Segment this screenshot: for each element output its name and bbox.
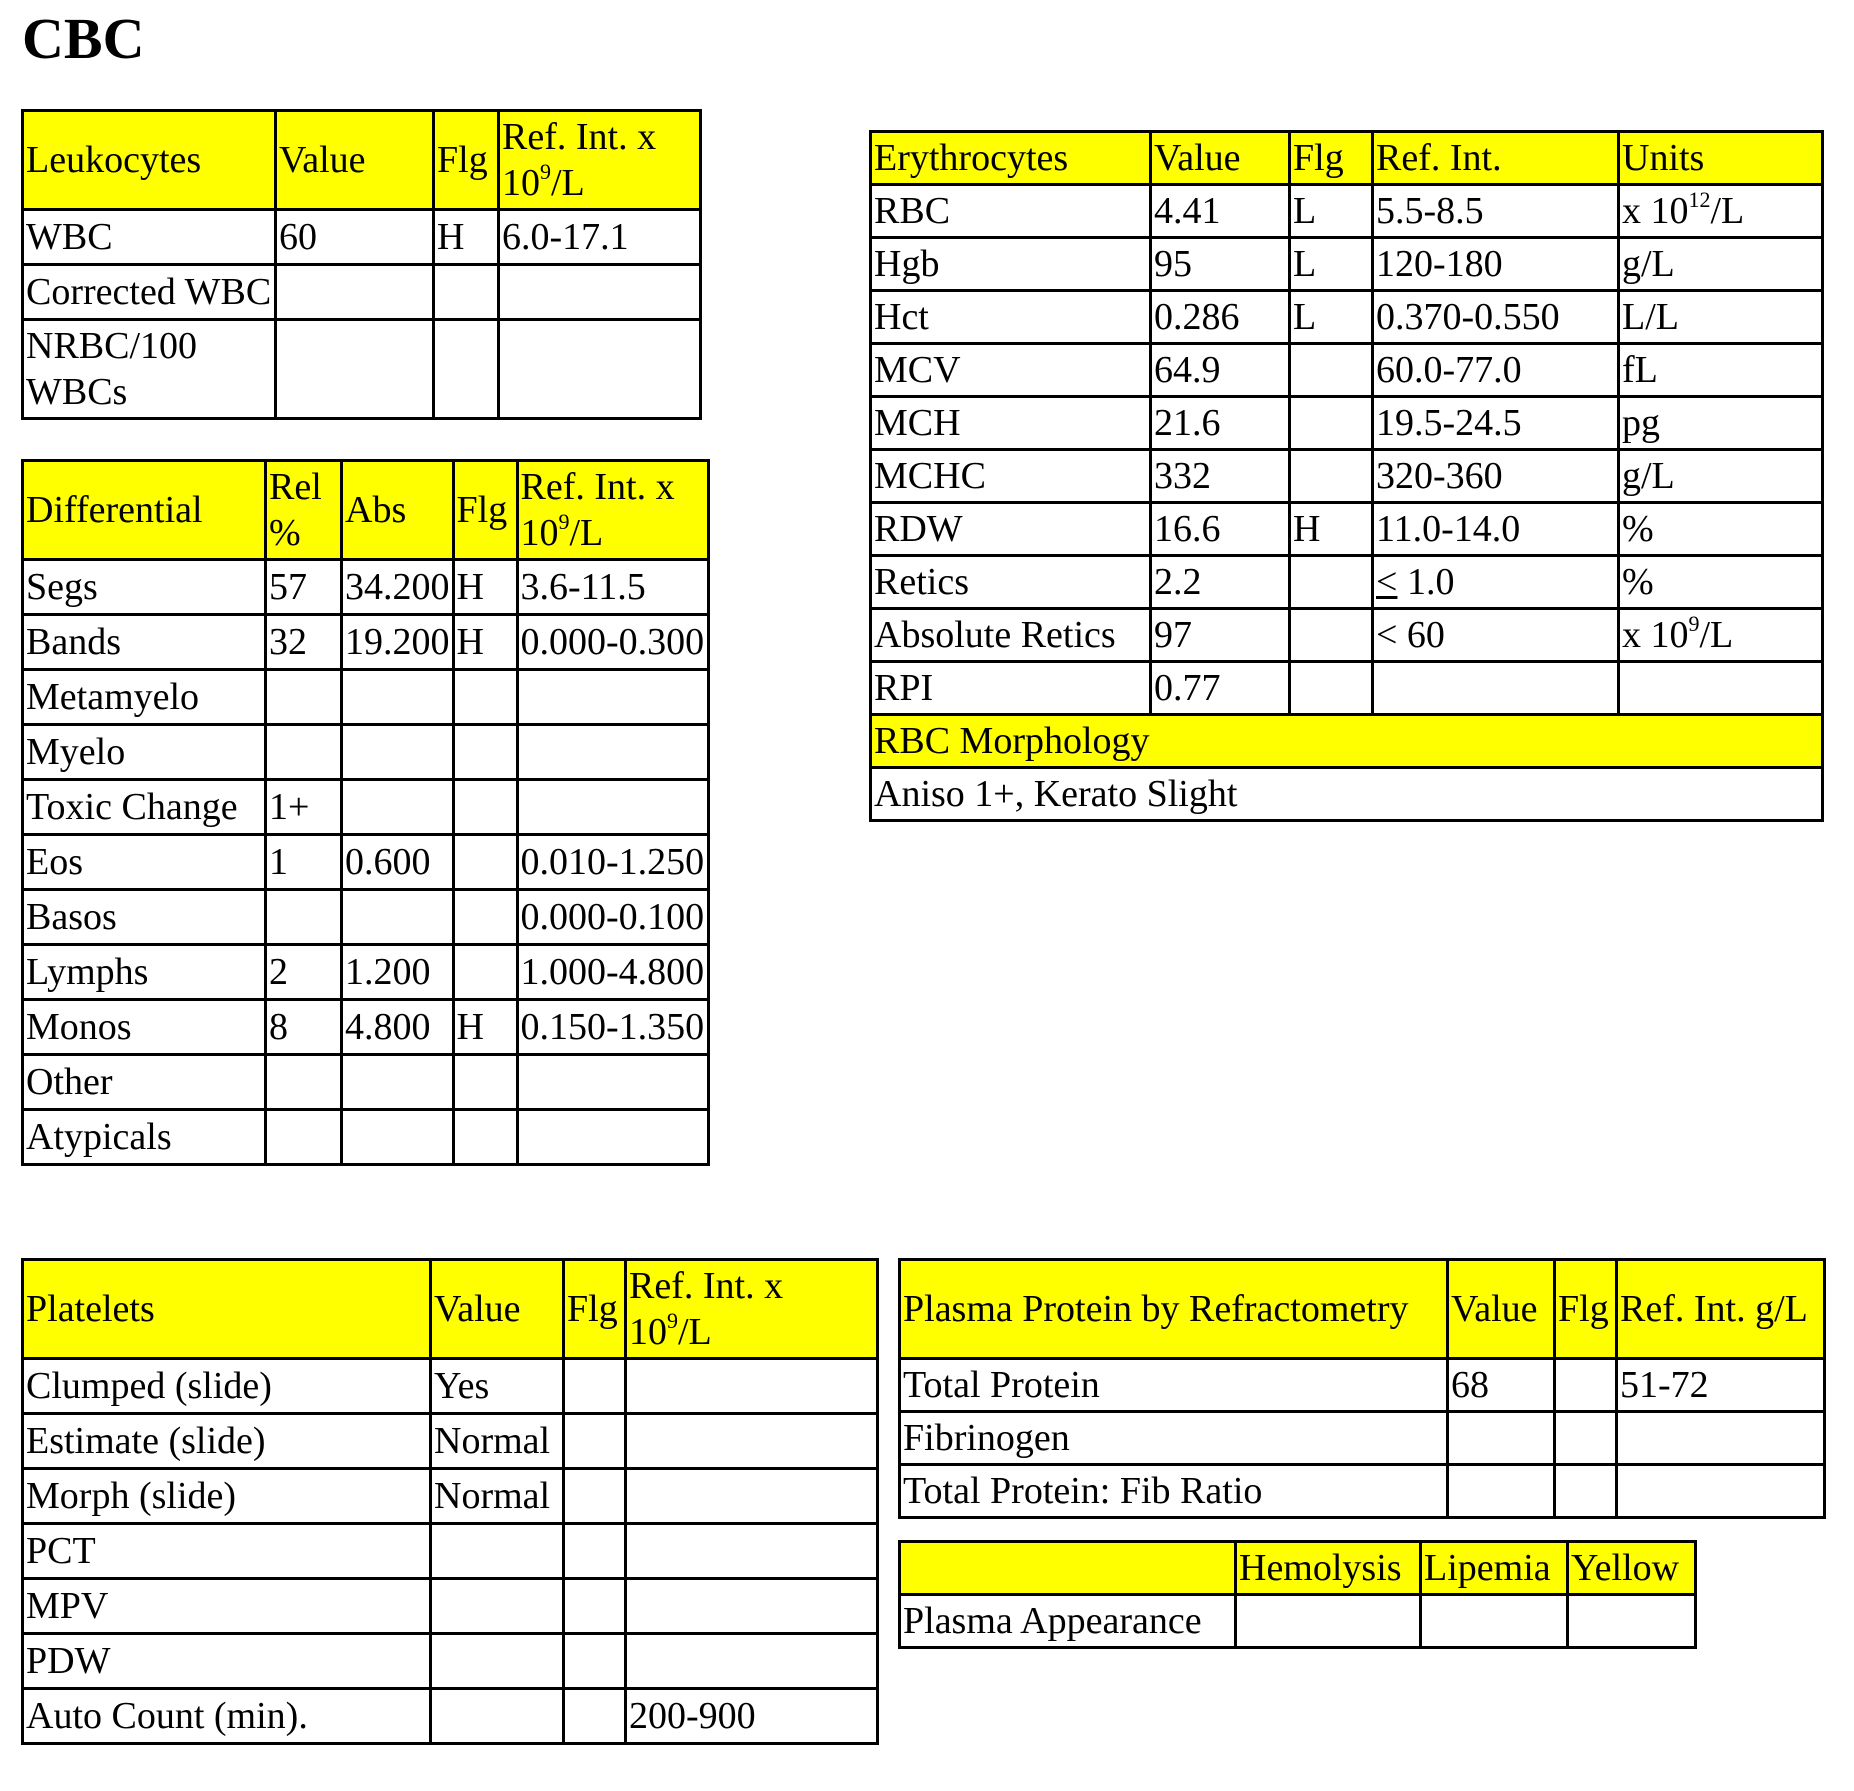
- leukocytes-table: [21, 109, 702, 420]
- units-part: x 10: [1622, 614, 1689, 656]
- row-ref-text: 120-180: [1376, 243, 1503, 285]
- row-flag: [1290, 662, 1373, 715]
- row-rel: 32: [266, 615, 342, 670]
- row-ref-text: < 60: [1376, 614, 1445, 656]
- row-flag: [564, 1414, 626, 1469]
- units-part: 9: [1688, 611, 1700, 636]
- row-ref: 0.010-1.250: [517, 835, 708, 890]
- row-abs: 4.800: [342, 1000, 454, 1055]
- row-ref: [499, 320, 701, 419]
- row-value: Yes: [431, 1359, 564, 1414]
- row-value: [1448, 1465, 1555, 1518]
- row-flag: L: [1290, 238, 1373, 291]
- row-flag: [1290, 450, 1373, 503]
- flag-header: Flg: [434, 111, 499, 210]
- row-units: [1619, 450, 1823, 503]
- row-ref-text: 5.5-8.5: [1376, 190, 1484, 232]
- table-row: [23, 1000, 709, 1055]
- table-row: [23, 1110, 709, 1165]
- units-part: x 10: [1622, 190, 1689, 232]
- row-ref-text: 11.0-14.0: [1376, 508, 1521, 550]
- row-flag: [564, 1524, 626, 1579]
- row-name: WBC: [23, 210, 276, 265]
- row-rel: 1: [266, 835, 342, 890]
- row-abs: [342, 670, 454, 725]
- row-name: PCT: [23, 1524, 431, 1579]
- row-name: Total Protein: [900, 1359, 1448, 1412]
- row-abs: [342, 1055, 454, 1110]
- row-name: RBC: [871, 185, 1151, 238]
- row-value: Normal: [431, 1469, 564, 1524]
- table-row: [900, 1595, 1696, 1648]
- row-value: Normal: [431, 1414, 564, 1469]
- row-flag: [1290, 397, 1373, 450]
- value-header: Value: [1448, 1260, 1555, 1359]
- units-header: Units: [1619, 132, 1823, 185]
- row-ref: [499, 265, 701, 320]
- units-part: /L: [1699, 614, 1734, 656]
- row-name: Retics: [871, 556, 1151, 609]
- row-abs: 34.200: [342, 560, 454, 615]
- row-name: MCH: [871, 397, 1151, 450]
- lipemia-value: [1421, 1595, 1568, 1648]
- row-name: Absolute Retics: [871, 609, 1151, 662]
- table-row: [871, 662, 1823, 715]
- row-name: Basos: [23, 890, 266, 945]
- row-ref: 3.6-11.5: [517, 560, 708, 615]
- row-flag: [564, 1359, 626, 1414]
- row-ref: 51-72: [1617, 1359, 1825, 1412]
- table-row: [871, 450, 1823, 503]
- rbc-morphology-row: [871, 768, 1823, 821]
- plasma-appearance-header-row: [900, 1542, 1696, 1595]
- table-row: [871, 503, 1823, 556]
- row-ref: [1373, 238, 1619, 291]
- row-name: Hgb: [871, 238, 1151, 291]
- row-flag: [564, 1469, 626, 1524]
- row-ref: [1373, 609, 1619, 662]
- units-part: /L: [1710, 190, 1745, 232]
- table-row: [23, 725, 709, 780]
- row-value: 95: [1151, 238, 1290, 291]
- row-abs: [342, 725, 454, 780]
- row-flag: [1290, 556, 1373, 609]
- ref-int-header: Ref. Int. g/L: [1617, 1260, 1825, 1359]
- row-abs: 1.200: [342, 945, 454, 1000]
- lipemia-header: Lipemia: [1421, 1542, 1568, 1595]
- row-ref: [626, 1359, 878, 1414]
- units-part: 12: [1688, 187, 1711, 212]
- flag-header: Flg: [453, 461, 517, 560]
- row-flag: L: [1290, 291, 1373, 344]
- row-rel: 57: [266, 560, 342, 615]
- platelets-table: [21, 1258, 879, 1745]
- table-row: [900, 1359, 1825, 1412]
- row-name: Myelo: [23, 725, 266, 780]
- row-units: [1619, 185, 1823, 238]
- row-name: Morph (slide): [23, 1469, 431, 1524]
- row-ref: [626, 1524, 878, 1579]
- row-flag: H: [453, 560, 517, 615]
- row-ref: [1373, 503, 1619, 556]
- units-part: g/L: [1622, 455, 1675, 497]
- row-units: [1619, 609, 1823, 662]
- row-units: [1619, 556, 1823, 609]
- table-row: [23, 1359, 878, 1414]
- row-name: Auto Count (min).: [23, 1689, 431, 1744]
- row-name: Segs: [23, 560, 266, 615]
- row-ref: 0.150-1.350: [517, 1000, 708, 1055]
- row-ref: [1373, 662, 1619, 715]
- row-name: Hct: [871, 291, 1151, 344]
- row-value: 68: [1448, 1359, 1555, 1412]
- rbc-morphology-header-row: [871, 715, 1823, 768]
- row-flag: [453, 835, 517, 890]
- table-row: [900, 1412, 1825, 1465]
- table-row: [23, 265, 701, 320]
- units-part: pg: [1622, 402, 1660, 444]
- row-abs: 0.600: [342, 835, 454, 890]
- flag-header: Flg: [1555, 1260, 1617, 1359]
- row-ref: 1.000-4.800: [517, 945, 708, 1000]
- row-value: 97: [1151, 609, 1290, 662]
- less-equal-symbol: <: [1376, 561, 1398, 603]
- row-ref-text: 1.0: [1397, 561, 1455, 603]
- table-row: [23, 780, 709, 835]
- row-value: 64.9: [1151, 344, 1290, 397]
- row-name: RDW: [871, 503, 1151, 556]
- row-ref-text: 60.0-77.0: [1376, 349, 1522, 391]
- row-name: Atypicals: [23, 1110, 266, 1165]
- plasma-appearance-blank-header: [900, 1542, 1236, 1595]
- row-flag: H: [453, 615, 517, 670]
- row-value: [1448, 1412, 1555, 1465]
- row-flag: H: [434, 210, 499, 265]
- row-name: MPV: [23, 1579, 431, 1634]
- row-ref: [626, 1469, 878, 1524]
- rbc-morphology-value: Aniso 1+, Kerato Slight: [871, 768, 1823, 821]
- rel-percent-header: Rel %: [266, 461, 342, 560]
- row-name: Toxic Change: [23, 780, 266, 835]
- row-units: [1619, 503, 1823, 556]
- row-name: Metamyelo: [23, 670, 266, 725]
- platelets-header-row: [23, 1260, 878, 1359]
- row-ref: [1617, 1465, 1825, 1518]
- row-ref: [517, 1055, 708, 1110]
- erythrocytes-header: Erythrocytes: [871, 132, 1151, 185]
- row-value: 60: [276, 210, 434, 265]
- row-value: 332: [1151, 450, 1290, 503]
- row-flag: [453, 1055, 517, 1110]
- table-row: [23, 945, 709, 1000]
- table-row: [871, 556, 1823, 609]
- row-ref: [626, 1634, 878, 1689]
- row-value: [276, 265, 434, 320]
- hemolysis-header: Hemolysis: [1236, 1542, 1421, 1595]
- row-ref-text: 0.370-0.550: [1376, 296, 1560, 338]
- row-flag: [453, 670, 517, 725]
- value-header: Value: [1151, 132, 1290, 185]
- row-value: [431, 1579, 564, 1634]
- row-ref-text: 19.5-24.5: [1376, 402, 1522, 444]
- row-ref: 6.0-17.1: [499, 210, 701, 265]
- table-row: [23, 1055, 709, 1110]
- row-rel: 2: [266, 945, 342, 1000]
- plasma-protein-table: [898, 1258, 1826, 1519]
- differential-header: Differential: [23, 461, 266, 560]
- row-value: [276, 320, 434, 419]
- table-row: [900, 1465, 1825, 1518]
- row-name: Other: [23, 1055, 266, 1110]
- ref-int-header: Ref. Int. x $10^9/L$: [499, 111, 701, 210]
- leukocytes-header: Leukocytes: [23, 111, 276, 210]
- row-value: 21.6: [1151, 397, 1290, 450]
- table-row: [871, 609, 1823, 662]
- table-row: [23, 670, 709, 725]
- row-flag: [453, 945, 517, 1000]
- row-value: [431, 1689, 564, 1744]
- row-name: Estimate (slide): [23, 1414, 431, 1469]
- ref-int-header: Ref. Int.: [1373, 132, 1619, 185]
- row-ref: [517, 780, 708, 835]
- row-ref: [517, 725, 708, 780]
- row-flag: [434, 320, 499, 419]
- table-row: [23, 320, 701, 419]
- table-row: [23, 1524, 878, 1579]
- row-name: MCHC: [871, 450, 1151, 503]
- row-units: [1619, 291, 1823, 344]
- page-title: CBC: [22, 6, 145, 71]
- row-ref: [1373, 556, 1619, 609]
- row-ref: [517, 1110, 708, 1165]
- row-name: Eos: [23, 835, 266, 890]
- row-flag: [453, 1110, 517, 1165]
- row-units: [1619, 238, 1823, 291]
- row-ref: [1373, 344, 1619, 397]
- row-value: 0.77: [1151, 662, 1290, 715]
- row-value: [431, 1634, 564, 1689]
- row-units: [1619, 397, 1823, 450]
- row-flag: [564, 1689, 626, 1744]
- plasma-appearance-table: [898, 1540, 1697, 1649]
- row-abs: 19.200: [342, 615, 454, 670]
- row-name: Clumped (slide): [23, 1359, 431, 1414]
- row-rel: [266, 725, 342, 780]
- flag-header: Flg: [1290, 132, 1373, 185]
- differential-table: [21, 459, 710, 1166]
- row-name: Lymphs: [23, 945, 266, 1000]
- table-row: [23, 835, 709, 890]
- units-part: %: [1622, 508, 1654, 550]
- row-rel: [266, 890, 342, 945]
- hemolysis-value: [1236, 1595, 1421, 1648]
- row-ref: [1617, 1412, 1825, 1465]
- row-name: PDW: [23, 1634, 431, 1689]
- row-ref: 200-900: [626, 1689, 878, 1744]
- table-row: [23, 1469, 878, 1524]
- ref-int-header: Ref. Int. x $10^9/L$: [626, 1260, 878, 1359]
- row-ref: 0.000-0.100: [517, 890, 708, 945]
- table-row: [871, 344, 1823, 397]
- yellow-value: [1568, 1595, 1696, 1648]
- row-name: Fibrinogen: [900, 1412, 1448, 1465]
- row-name: Corrected WBC: [23, 265, 276, 320]
- row-flag: [453, 890, 517, 945]
- erythrocytes-header-row: [871, 132, 1823, 185]
- ref-int-header: Ref. Int. x $10^9/L$: [517, 461, 708, 560]
- row-rel: [266, 1055, 342, 1110]
- row-ref: [1373, 185, 1619, 238]
- table-row: [871, 238, 1823, 291]
- row-name: MCV: [871, 344, 1151, 397]
- rbc-morphology-header: RBC Morphology: [871, 715, 1823, 768]
- row-ref-text: 320-360: [1376, 455, 1503, 497]
- abs-header: Abs: [342, 461, 454, 560]
- units-part: fL: [1622, 349, 1658, 391]
- row-value: 2.2: [1151, 556, 1290, 609]
- value-header: Value: [276, 111, 434, 210]
- table-row: [871, 185, 1823, 238]
- row-flag: L: [1290, 185, 1373, 238]
- table-row: [871, 291, 1823, 344]
- row-name: RPI: [871, 662, 1151, 715]
- row-units: [1619, 344, 1823, 397]
- row-flag: [1290, 609, 1373, 662]
- row-flag: [1555, 1412, 1617, 1465]
- row-flag: [1290, 344, 1373, 397]
- flag-header: Flg: [564, 1260, 626, 1359]
- platelets-header: Platelets: [23, 1260, 431, 1359]
- row-rel: [266, 1110, 342, 1165]
- row-flag: [564, 1634, 626, 1689]
- table-row: [23, 1579, 878, 1634]
- table-row: [23, 1414, 878, 1469]
- row-value: 0.286: [1151, 291, 1290, 344]
- row-rel: 8: [266, 1000, 342, 1055]
- row-name: Plasma Appearance: [900, 1595, 1236, 1648]
- leukocytes-header-row: [23, 111, 701, 210]
- row-rel: [266, 670, 342, 725]
- table-row: [23, 1634, 878, 1689]
- row-name: Total Protein: Fib Ratio: [900, 1465, 1448, 1518]
- row-rel: 1+: [266, 780, 342, 835]
- row-name: Monos: [23, 1000, 266, 1055]
- table-row: [23, 615, 709, 670]
- row-ref: [1373, 450, 1619, 503]
- row-ref: 0.000-0.300: [517, 615, 708, 670]
- erythrocytes-table: [869, 130, 1824, 822]
- plasma-protein-header-row: [900, 1260, 1825, 1359]
- row-flag: [564, 1579, 626, 1634]
- units-part: g/L: [1622, 243, 1675, 285]
- row-name: NRBC/100 WBCs: [23, 320, 276, 419]
- row-value: 16.6: [1151, 503, 1290, 556]
- row-flag: [453, 780, 517, 835]
- row-ref: [517, 670, 708, 725]
- row-flag: H: [453, 1000, 517, 1055]
- table-row: [23, 890, 709, 945]
- row-flag: [1555, 1359, 1617, 1412]
- row-flag: [453, 725, 517, 780]
- row-flag: [434, 265, 499, 320]
- row-ref: [626, 1414, 878, 1469]
- value-header: Value: [431, 1260, 564, 1359]
- row-ref: [1373, 291, 1619, 344]
- table-row: [23, 210, 701, 265]
- plasma-protein-header: Plasma Protein by Refractometry: [900, 1260, 1448, 1359]
- row-ref: [626, 1579, 878, 1634]
- row-ref: [1373, 397, 1619, 450]
- row-name: Bands: [23, 615, 266, 670]
- row-value: [431, 1524, 564, 1579]
- table-row: [871, 397, 1823, 450]
- differential-header-row: [23, 461, 709, 560]
- yellow-header: Yellow: [1568, 1542, 1696, 1595]
- row-units: [1619, 662, 1823, 715]
- units-part: %: [1622, 561, 1654, 603]
- row-abs: [342, 890, 454, 945]
- row-flag: [1555, 1465, 1617, 1518]
- row-flag: H: [1290, 503, 1373, 556]
- row-abs: [342, 780, 454, 835]
- units-part: L/L: [1622, 296, 1679, 338]
- row-value: 4.41: [1151, 185, 1290, 238]
- table-row: [23, 560, 709, 615]
- table-row: [23, 1689, 878, 1744]
- row-abs: [342, 1110, 454, 1165]
